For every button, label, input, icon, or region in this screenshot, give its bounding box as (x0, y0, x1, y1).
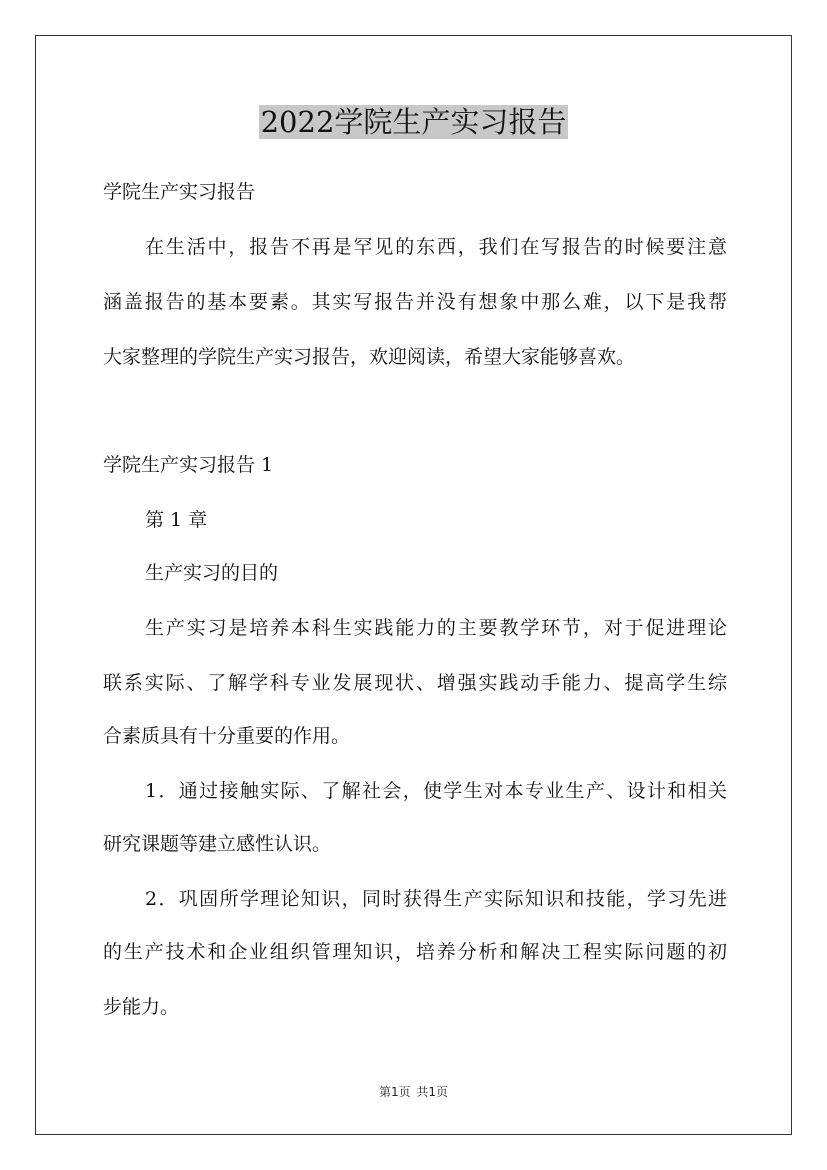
para1-line-3: 合素质具有十分重要的作用。 (103, 725, 351, 747)
para1-line-1: 生产实习是培养本科生实践能力的主要教学环节，对于促进理论 (145, 617, 727, 639)
document-title (0, 100, 827, 144)
item2-line-3: 步能力。 (103, 996, 180, 1018)
section-heading: 学院生产实习报告 1 (103, 454, 274, 476)
intro-line-1: 在生活中，报告不再是罕见的东西，我们在写报告的时候要注意 (145, 236, 727, 258)
item2-line-2: 的生产技术和企业组织管理知识，培养分析和解决工程实际问题的初 (103, 941, 727, 963)
page-footer: 第1页 共1页 (378, 1085, 449, 1099)
item2-line-1: 2．巩固所学理论知识，同时获得生产实际知识和技能，学习先进 (145, 888, 727, 910)
chapter-title: 生产实习的目的 (145, 562, 279, 584)
intro-line-3: 大家整理的学院生产实习报告，欢迎阅读，希望大家能够喜欢。 (103, 346, 636, 368)
item1-line-2: 研究课题等建立感性认识。 (103, 833, 332, 855)
document-title-text: 2022学院生产实习报告 (260, 105, 567, 139)
item1-line-1: 1．通过接触实际、了解社会，使学生对本专业生产、设计和相关 (145, 780, 727, 802)
chapter-number: 第 1 章 (145, 509, 208, 531)
intro-line-2: 涵盖报告的基本要素。其实写报告并没有想象中那么难，以下是我帮 (103, 291, 727, 313)
document-subtitle: 学院生产实习报告 (103, 181, 256, 203)
para1-line-2: 联系实际、了解学科专业发展现状、增强实践动手能力、提高学生综 (103, 672, 727, 694)
